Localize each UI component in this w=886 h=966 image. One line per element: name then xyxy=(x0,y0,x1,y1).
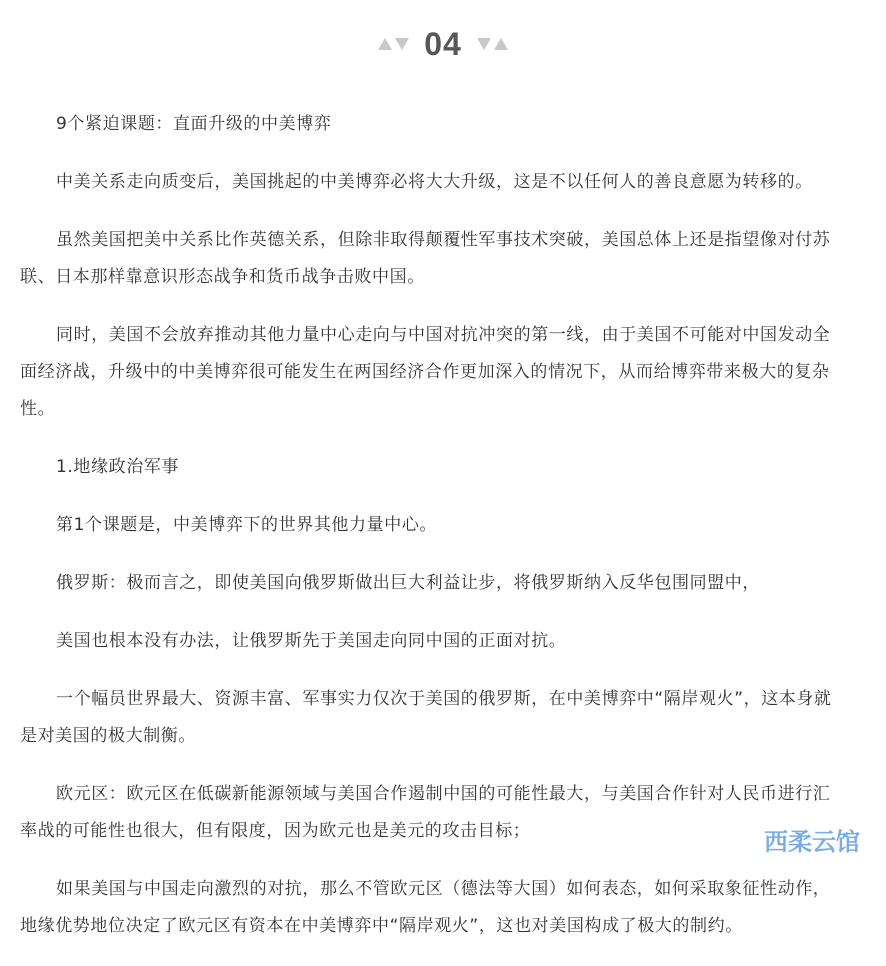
paragraph: 同时，美国不会放弃推动其他力量中心走向与中国对抗冲突的第一线，由于美国不可能对中国发动全面经济战，升级中的中美博弈很可能发生在两国经济合作更加深入的情况下，从而给博弈带来极大的复杂性。 xyxy=(20,325,831,419)
subheading: 1.地缘政治军事 xyxy=(56,457,180,477)
paragraph: 虽然美国把美中关系比作英德关系，但除非取得颠覆性军事技术突破，美国总体上还是指望像对付苏联、日本那样靠意识形态战争和货币战争击败中国。 xyxy=(20,230,831,287)
watermark-logo xyxy=(762,824,880,858)
section-number: 04 xyxy=(424,25,462,62)
left-triangles-icon xyxy=(377,37,410,51)
paragraph: 一个幅员世界最大、资源丰富、军事实力仅次于美国的俄罗斯，在中美博弈中“隔岸观火”，这本身就是对美国的极大制衡。 xyxy=(20,689,832,746)
paragraph: 第1个课题是，中美博弈下的世界其他力量中心。 xyxy=(56,515,438,535)
paragraph: 如果美国与中国走向激烈的对抗，那么不管欧元区（德法等大国）如何表态，如何采取象征性动作，地缘优势地位决定了欧元区有资本在中美博弈中“隔岸观火”，这也对美国构成了极大的制约。 xyxy=(20,879,831,936)
section-header xyxy=(0,22,886,66)
article-body xyxy=(20,106,840,966)
paragraph: 中美关系走向质变后，美国挑起的中美博弈必将大大升级，这是不以任何人的善良意愿为转移的。 xyxy=(56,172,813,192)
watermark-text: 西柔云馆 xyxy=(764,828,860,856)
paragraph: 美国也根本没有办法，让俄罗斯先于美国走向同中国的正面对抗。 xyxy=(56,631,567,651)
watermark-logo-image xyxy=(762,824,880,858)
paragraph: 欧元区：欧元区在低碳新能源领域与美国合作遏制中国的可能性最大，与美国合作针对人民币进行汇率战的可能性也很大，但有限度，因为欧元也是美元的攻击目标； xyxy=(20,784,831,841)
right-triangles-icon xyxy=(476,37,509,51)
subheading: 9个紧迫课题：直面升级的中美博弈 xyxy=(56,114,332,134)
paragraph: 俄罗斯：极而言之，即使美国向俄罗斯做出巨大利益让步，将俄罗斯纳入反华包围同盟中， xyxy=(56,573,760,593)
